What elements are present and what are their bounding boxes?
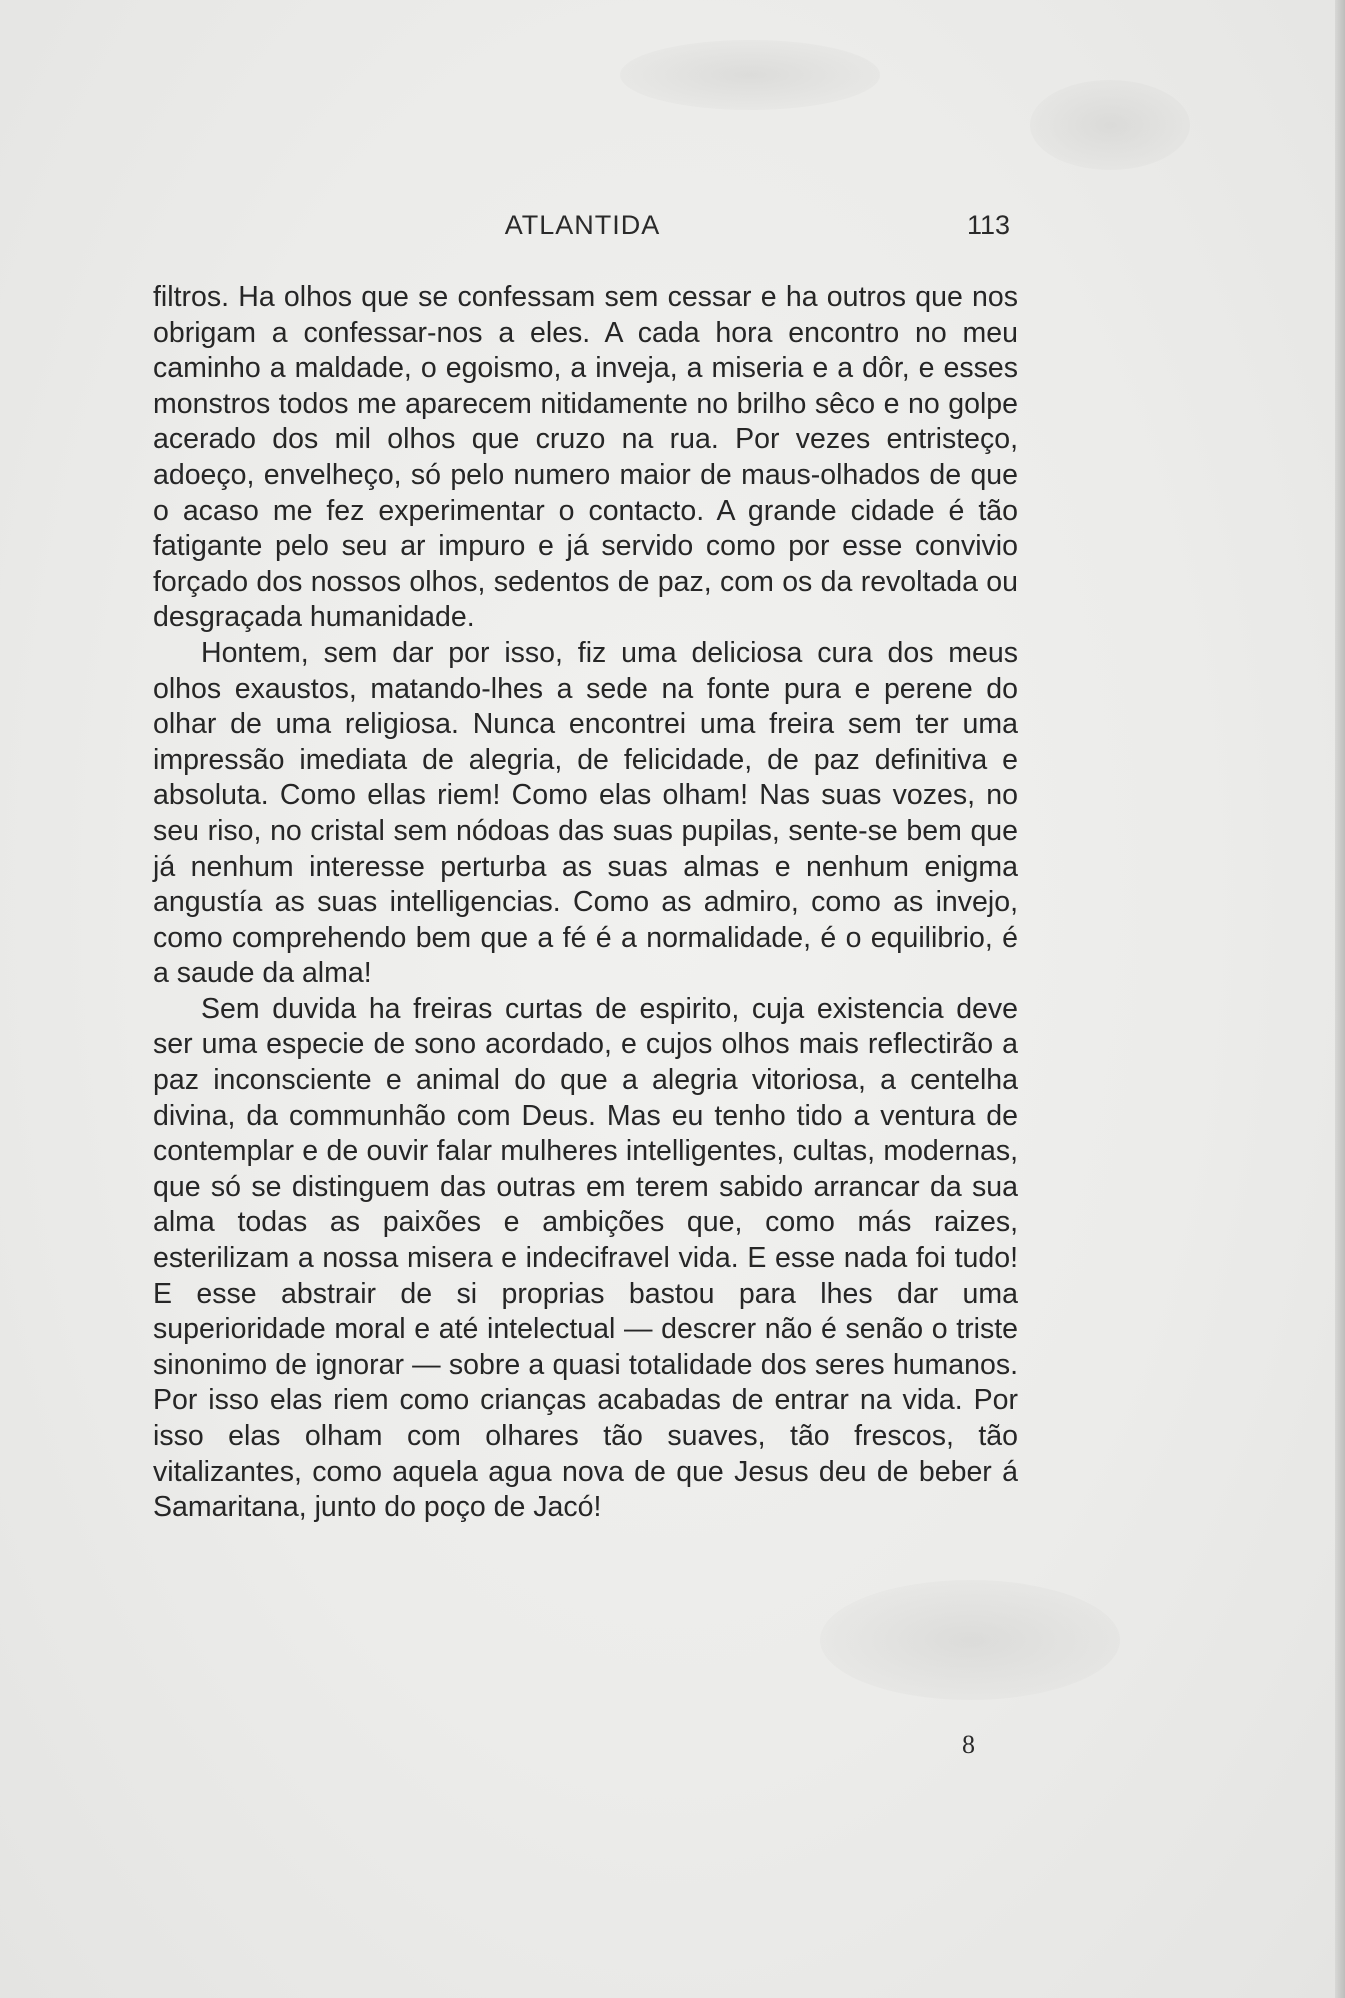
paper-stain bbox=[620, 40, 880, 110]
paragraph-3: Sem duvida ha freiras curtas de espirito, cuja existencia deve ser uma especie de sono acordado, e cujos olhos mais reflectirão a paz inconsciente e animal do que a alegria vitoriosa, a centelha divina, da communhão com Deus. Mas eu tenho tido a ventura de contemplar e de ouvir falar mulheres intelligentes, cultas, modernas, que só se distinguem das outras em terem sabido arrancar da sua alma todas as paixões e ambições que, como más raizes, esterilizam a nossa misera e indecifravel vida. E esse nada foi tudo! E esse abstrair de si proprias bastou para lhes dar uma superioridade moral e até intelectual — descrer não é senão o triste sinonimo de ignorar — sobre a quasi totalidade dos seres humanos. Por isso elas riem como crianças acabadas de entrar na vida. Por isso elas olham com olhares tão suaves, tão frescos, tão vitalizantes, como aquela agua nova de que Jesus deu de beber á Samaritana, junto do poço de Jacó! bbox=[153, 992, 1018, 1524]
running-title: ATLANTIDA bbox=[504, 210, 661, 240]
page-number: 113 bbox=[966, 210, 1010, 240]
text-body bbox=[153, 280, 1018, 1526]
paragraph-1: filtros. Ha olhos que se confessam sem cessar e ha outros que nos obrigam a confessar-nos a eles. A cada hora encontro no meu caminho a maldade, o egoismo, a inveja, a miseria e a dôr, e esses monstros todos me aparecem nitidamente no brilho sêco e no golpe acerado dos mil olhos que cruzo na rua. Por vezes entristeço, adoeço, envelheço, só pelo numero maior de maus-olhados de que o acaso me fez experimentar o contacto. A grande cidade é tão fatigante pelo seu ar impuro e já servido como por esse convivio forçado dos nossos olhos, sedentos de paz, com os da revoltada ou desgraçada humanidade. bbox=[153, 281, 1018, 634]
paragraph-2: Hontem, sem dar por isso, fiz uma deliciosa cura dos meus olhos exaustos, matando-lhes a sede na fonte pura e perene do olhar de uma religiosa. Nunca encontrei uma freira sem ter uma impressão imediata de alegria, de felicidade, de paz definitiva e absoluta. Como ellas riem! Como elas olham! Nas suas vozes, no seu riso, no cristal sem nódoas das suas pupilas, sente-se bem que já nenhum interesse perturba as suas almas e nenhum enigma angustía as suas intelligencias. Como as admiro, como as invejo, como comprehendo bem que a fé é a normalidade, é o equilibrio, é a saude da alma! bbox=[153, 636, 1018, 990]
page-edge bbox=[1335, 0, 1345, 1998]
running-head bbox=[155, 210, 1010, 250]
printer-signature-mark: 8 bbox=[962, 1730, 975, 1759]
paper-stain bbox=[820, 1580, 1120, 1700]
paper-stain bbox=[1030, 80, 1190, 170]
